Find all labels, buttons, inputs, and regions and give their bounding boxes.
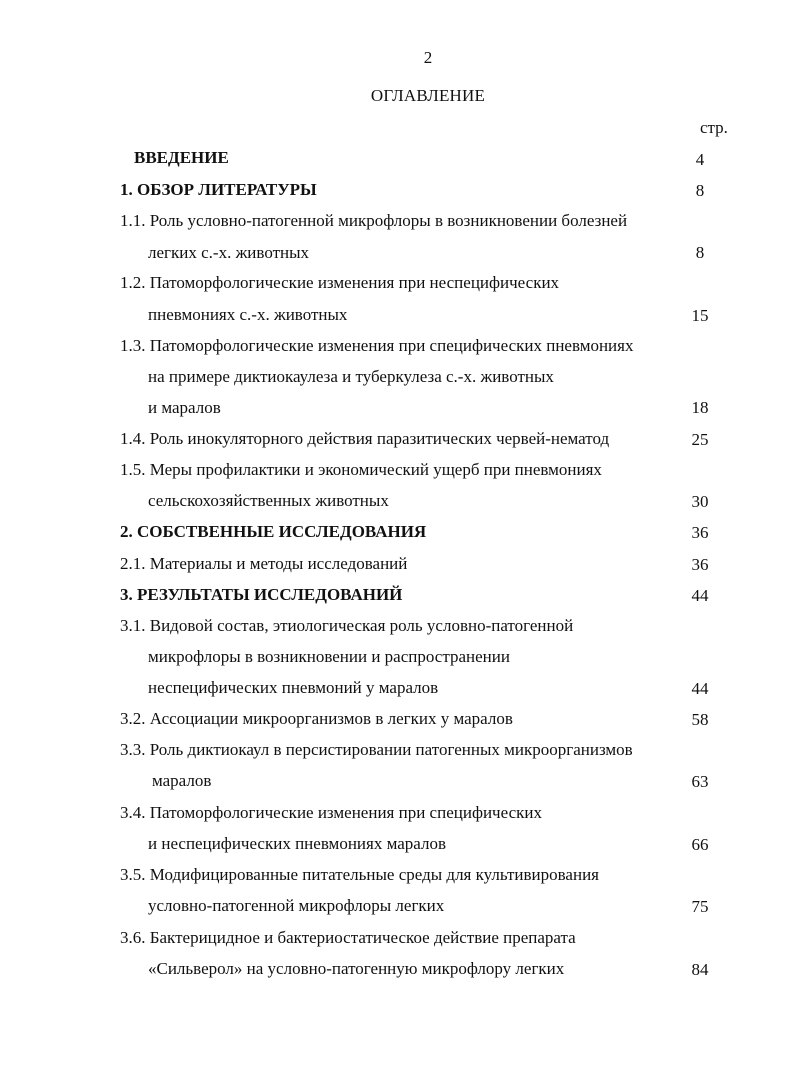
toc-page-1-2: 15 [691, 306, 709, 325]
toc-entry-3-3: 3.3. Роль диктиокаул в персистировании патогенных микроорганизмов [120, 740, 633, 759]
toc-page-1-1: 8 [695, 243, 705, 262]
toc-page-3-2: 58 [691, 710, 709, 729]
toc-entry-1-1-cont: легких с.-х. животных [148, 243, 310, 262]
toc-entry-3-4: 3.4. Патоморфологические изменения при специфических [120, 803, 542, 822]
toc-entry-3-1-cont: неспецифических пневмоний у маралов [148, 678, 439, 697]
toc-entry-1-5: 1.5. Меры профилактики и экономический ущерб при пневмониях [120, 460, 602, 479]
toc-page-2: 36 [691, 523, 709, 542]
toc-page-1: 8 [695, 181, 705, 200]
page-number: 2 [423, 48, 433, 67]
toc-page-2-1: 36 [691, 555, 709, 574]
toc-entry-3-6: 3.6. Бактерицидное и бактериостатическое действие препарата [120, 928, 576, 947]
toc-entry-1-2: 1.2. Патоморфологические изменения при неспецифических [120, 273, 560, 292]
toc-entry-1-1: 1.1. Роль условно-патогенной микрофлоры в возникновении болезней [120, 211, 628, 230]
toc-page-1-4: 25 [691, 430, 709, 449]
toc-entry-1-4: 1.4. Роль инокуляторного действия паразитических червей-нематод [120, 429, 610, 448]
toc-entry-3-5-cont: условно-патогенной микрофлоры легких [148, 896, 445, 915]
toc-page-3: 44 [691, 586, 709, 605]
toc-page-1-3: 18 [691, 398, 709, 417]
toc-page-intro: 4 [695, 150, 705, 169]
toc-entry-3: 3. РЕЗУЛЬТАТЫ ИССЛЕДОВАНИЙ [120, 585, 403, 604]
toc-entry-3-6-cont: «Сильверол» на условно-патогенную микрофлору легких [148, 959, 565, 978]
toc-entry-1-2-cont: пневмониях с.-х. животных [148, 305, 348, 324]
toc-entry-3-1: 3.1. Видовой состав, этиологическая роль условно-патогенной [120, 616, 574, 635]
toc-entry-3-2: 3.2. Ассоциации микроорганизмов в легких у маралов [120, 709, 513, 728]
toc-entry-1: 1. ОБЗОР ЛИТЕРАТУРЫ [120, 180, 317, 199]
pages-column-header: стр. [700, 118, 728, 137]
toc-entry-1-3-cont: и маралов [148, 398, 221, 417]
toc-entry-2: 2. СОБСТВЕННЫЕ ИССЛЕДОВАНИЯ [120, 522, 427, 541]
toc-entry-1-5-cont: сельскохозяйственных животных [148, 491, 389, 510]
toc-page-3-6: 84 [691, 960, 709, 979]
toc-entry-3-4-cont: и неспецифических пневмониях маралов [148, 834, 446, 853]
toc-entry-3-3-cont: маралов [152, 771, 212, 790]
toc-entry-1-3: 1.3. Патоморфологические изменения при специфических пневмониях [120, 336, 634, 355]
toc-entry-3-5: 3.5. Модифицированные питательные среды для культивирования [120, 865, 599, 884]
toc-title: ОГЛАВЛЕНИЕ [370, 86, 486, 105]
toc-entry-1-3-cont: на примере диктиокаулеза и туберкулеза с.-х. животных [148, 367, 554, 386]
toc-entry-3-1-cont: микрофлоры в возникновении и распространении [148, 647, 510, 666]
toc-page-3-4: 66 [691, 835, 709, 854]
toc-page-1-5: 30 [691, 492, 709, 511]
toc-page-3-3: 63 [691, 772, 709, 791]
toc-page-3-5: 75 [691, 897, 709, 916]
toc-entry-intro: ВВЕДЕНИЕ [134, 148, 229, 167]
toc-entry-2-1: 2.1. Материалы и методы исследований [120, 554, 408, 573]
toc-page-3-1: 44 [691, 679, 709, 698]
